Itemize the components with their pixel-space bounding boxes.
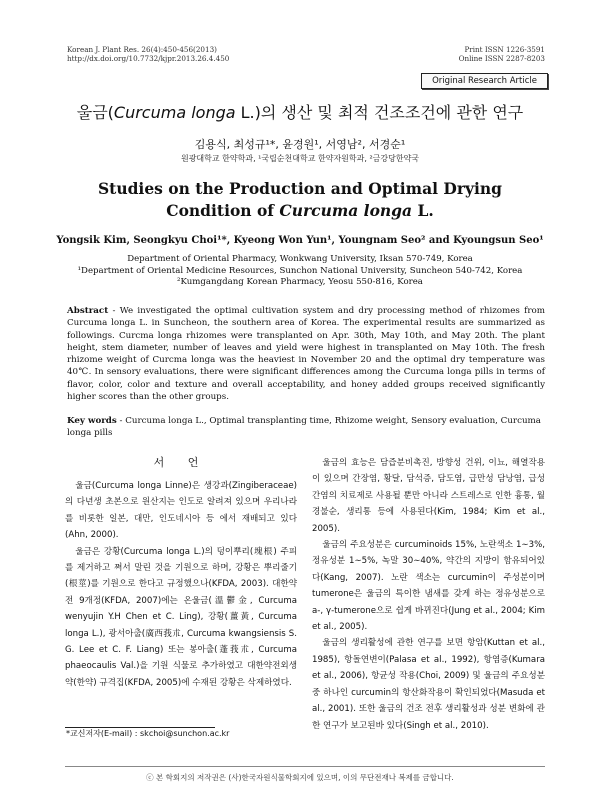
- korean-title-post: L.)의 생산 및 최적 건조조건에 관한 연구: [235, 103, 524, 122]
- english-title: [60, 178, 540, 222]
- right-column: [312, 455, 545, 734]
- korean-affiliations: 원광대학교 한약학과, ¹국립순천대학교 한약자원학과, ²금강당한약국: [180, 154, 420, 163]
- copyright-notice: ⓒ 본 학회지의 저작권은 (사)한국자원식물학회지에 있으며, 이의 무단전재나 복제를 금합니다.: [146, 773, 454, 782]
- keywords: [67, 415, 545, 439]
- introduction-heading: 서 언: [153, 456, 209, 469]
- paragraph: 울금의 생리활성에 관한 연구를 보면 항암(Kuttan et al., 1985), 항돌연변이(Palasa et al., 1992), 항염증(Kumara et al., 2006), 항균성 작용(Choi, 2009) 및 울금의 주요성분 중 하나인 curcumin의 항산화작용이 확인되었다(Masuda et al., 2001). 또한 울금의 건조 전후 생리활성과 성분 변화에 관한 연구가 보고된바 있다(Singh et al., 2010).: [312, 638, 545, 731]
- english-title-end: L.: [412, 201, 434, 220]
- left-column: [65, 478, 297, 691]
- paragraph: 울금(Curcuma longa Linne)은 생강과(Zingiberaceae)의 다년생 초본으로 원산지는 인도로 알려져 있으며 우리나라를 비롯한 일본, 대만, 인도네시아 등 에서 재배되고 있다(Ahn, 2000).: [65, 481, 297, 541]
- print-issn: Print ISSN 1226-3591: [464, 45, 545, 54]
- abstract: [67, 305, 545, 403]
- keywords-text: - Curcuma longa L., Optimal transplanting time, Rhizome weight, Sensory evaluation, Curcuma longa pills: [67, 416, 541, 438]
- keywords-label: Key words: [67, 416, 117, 426]
- corresponding-author-footnote: *교신저자(E-mail) : skchoi@sunchon.ac.kr: [66, 729, 230, 738]
- paragraph: 울금의 효능은 담즙분비촉진, 방향성 건위, 이뇨, 해열작용이 있으며 간장염, 황달, 담석증, 담도염, 급만성 담낭염, 급성간염의 치료제로 사용될 뿐만 아니라 스트레스로 인한 흉통, 월경불순, 생리통 등에 사용된다(Kim, 1984; Kim et al., 2005).: [312, 458, 545, 534]
- doi-link[interactable]: http://dx.doi.org/10.7732/kjpr.2013.26.4.450: [67, 54, 230, 63]
- english-title-main: Studies on the Production and Optimal Drying Condition of: [97, 179, 503, 220]
- article-type-badge: Original Research Article: [421, 73, 548, 89]
- paragraph: 울금은 강황(Curcuma longa L.)의 덩이뿌리(塊根) 주피를 제거하고 쪄서 말린 것을 기원으로 하며, 강황은 뿌리줄기(根莖)를 기원으로 한다고 규정했으나(KFDA, 2003). 대한약전 9개정(KFDA, 2007)에는 온울금(溫鬱金, Curcuma wenyujin Y.H Chen et C. Ling), 강황(薑黃, Curcuma longa L.), 광서아출(廣西莪朮, Curcuma kwangsiensis S. G. Lee et C. F. Liang) 또는 봉아출(蓬莪朮, Curcuma phaeocaulis Val.)을 기원 식물로 추가하였고 대한약전외생약(한약) 규격집(KFDA, 2005)에 수재된 강황은 삭제하였다.: [65, 546, 297, 688]
- korean-title-pre: 울금(: [76, 103, 114, 122]
- abstract-label: Abstract: [67, 306, 109, 316]
- journal-header: [67, 45, 229, 63]
- paragraph: 울금의 주요성분은 curcuminoids 15%, 노란색소 1∼3%, 정유성분 1∼5%, 녹말 30∼40%, 약간의 지방이 함유되어있다(Kang, 2007). 노란 색소는 curcumin이 주성분이며 tumerone은 울금의 특이한 냄새를 갖게 하는 정유성분으로 a-, γ-tumerone으로 쉽게 바뀌진다(Jung et al., 2004; Kim et al., 2005).: [312, 540, 545, 633]
- online-issn: Online ISSN 2287-8203: [458, 54, 545, 63]
- korean-authors: 김용식, 최성규¹*, 윤경원¹, 서영남², 서경순¹: [194, 138, 406, 151]
- abstract-text: - We investigated the optimal cultivation system and dry processing method of rhizomes from Curcuma longa L. in Suncheon, the southern area of Korea. The experimental results are summarized as followings. Curcma longa rhizomes were transplanted on Apr. 30th, May 10th, and May 20th. The plant height, stem diameter, number of leaves and yield were highest in transplanted on May 10th. The fresh rhizome weight of Curcma longa was the heaviest in November 20 and the optimal dry temperature was 40℃. In sensory evaluations, there were significant differences among the Curcuma longa pills in terms of flavor, color, color and texture and overall acceptability, and honey added groups received significantly higher scores than the other groups.: [67, 306, 545, 403]
- english-authors: Yongsik Kim, Seongkyu Choi¹*, Kyeong Won Yun¹, Youngnam Seo² and Kyoungsun Seo¹: [56, 235, 544, 246]
- affiliation-2: ¹Department of Oriental Medicine Resources, Sunchon National University, Suncheon 540-742, Korea: [77, 265, 523, 276]
- english-affiliations: [40, 254, 560, 289]
- korean-title-species: Curcuma longa: [113, 103, 236, 122]
- affiliation-1: Department of Oriental Pharmacy, Wonkwang University, Iksan 570-749, Korea: [127, 254, 473, 264]
- footer-divider: [65, 766, 545, 767]
- journal-citation: Korean J. Plant Res. 26(4):450-456(2013): [67, 45, 217, 54]
- english-title-species: Curcuma longa: [279, 201, 413, 220]
- issn-block: [459, 45, 545, 63]
- affiliation-3: ²Kumgangdang Korean Pharmacy, Yeosu 550-816, Korea: [177, 277, 423, 287]
- korean-title: [0, 100, 600, 123]
